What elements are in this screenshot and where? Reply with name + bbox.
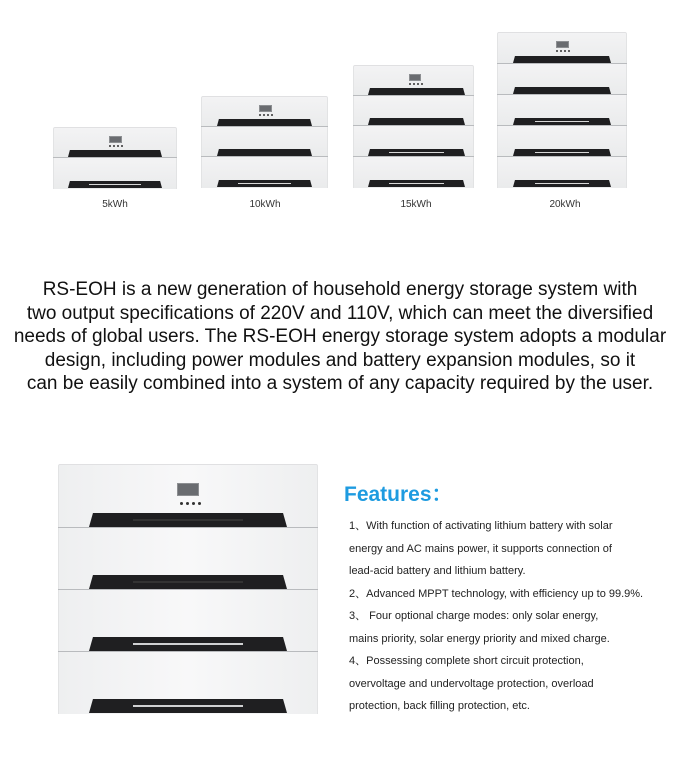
indicator-leds-icon [180, 502, 201, 505]
battery-module [497, 157, 627, 188]
power-module [53, 127, 177, 158]
product-20kwh [497, 32, 627, 188]
handle-icon [368, 118, 465, 125]
indicator-leds-icon [409, 83, 423, 85]
feature-line: mains priority, solar energy priority and mixed charge. [349, 632, 610, 645]
description-line: design, including power modules and battery expansion modules, so it [44, 349, 636, 371]
feature-line: 1、With function of activating lithium battery with solar [349, 520, 613, 532]
handle-icon [89, 575, 287, 589]
power-module [353, 65, 474, 96]
battery-module [353, 96, 474, 126]
lcd-display-icon [556, 41, 569, 48]
indicator-leds-icon [109, 145, 123, 147]
lcd-display-icon [177, 483, 199, 496]
description-line: two output specifications of 220V and 110V, which can meet the diversified [26, 302, 654, 324]
battery-module [201, 127, 328, 157]
product-10kwh [201, 96, 328, 188]
product-image-large [58, 464, 318, 704]
indicator-leds-icon [556, 50, 570, 52]
handle-icon [217, 119, 312, 126]
battery-module [497, 126, 627, 157]
battery-module [58, 528, 318, 590]
feature-line: 4、Possessing complete short circuit protection, [349, 655, 584, 667]
battery-module [497, 95, 627, 126]
battery-module [353, 126, 474, 157]
description-line: can be easily combined into a system of any capacity required by the user. [26, 373, 654, 394]
battery-module [53, 158, 177, 189]
power-module [201, 96, 328, 127]
handle-icon [89, 637, 287, 651]
product-15kwh [353, 65, 474, 188]
handle-icon [217, 180, 312, 187]
battery-module [201, 157, 328, 188]
capacity-label: 5kWh [102, 199, 128, 210]
power-module [497, 32, 627, 64]
features-list [349, 515, 679, 718]
handle-icon [89, 699, 287, 713]
battery-module [58, 652, 318, 714]
handle-icon [368, 88, 465, 95]
handle-icon [513, 118, 611, 125]
lcd-display-icon [109, 136, 122, 143]
description-line: needs of global users. The RS-EOH energy storage system adopts a modular [13, 326, 667, 347]
feature-line: overvoltage and undervoltage protection, overload [349, 677, 594, 690]
capacity-label: 15kWh [400, 199, 432, 210]
handle-icon [368, 180, 465, 187]
lcd-display-icon [259, 105, 272, 112]
feature-line: 2、Advanced MPPT technology, with efficiency up to 99.9%. [349, 587, 644, 600]
feature-line: protection, back filling protection, etc. [349, 700, 530, 712]
handle-icon [513, 180, 611, 187]
description-line: RS-EOH is a new generation of household energy storage system with [42, 279, 638, 300]
battery-module [353, 157, 474, 188]
battery-module [58, 590, 318, 652]
handle-icon [89, 513, 287, 527]
product-description [0, 278, 680, 396]
handle-icon [68, 181, 162, 188]
handle-icon [68, 150, 162, 157]
capacity-label: 10kWh [249, 199, 281, 210]
product-5kwh [53, 127, 177, 189]
features-title: Features： [344, 483, 453, 506]
feature-line: 3、 Four optional charge modes: only solar energy, [349, 610, 599, 622]
feature-line: energy and AC mains power, it supports connection of [349, 542, 612, 555]
handle-icon [368, 149, 465, 156]
power-module [58, 464, 318, 528]
handle-icon [513, 149, 611, 156]
feature-line: lead-acid battery and lithium battery. [349, 565, 526, 577]
capacity-label: 20kWh [549, 199, 581, 210]
lcd-display-icon [409, 74, 421, 81]
indicator-leds-icon [259, 114, 273, 116]
battery-module [497, 64, 627, 95]
handle-icon [217, 149, 312, 156]
handle-icon [513, 87, 611, 94]
handle-icon [513, 56, 611, 63]
